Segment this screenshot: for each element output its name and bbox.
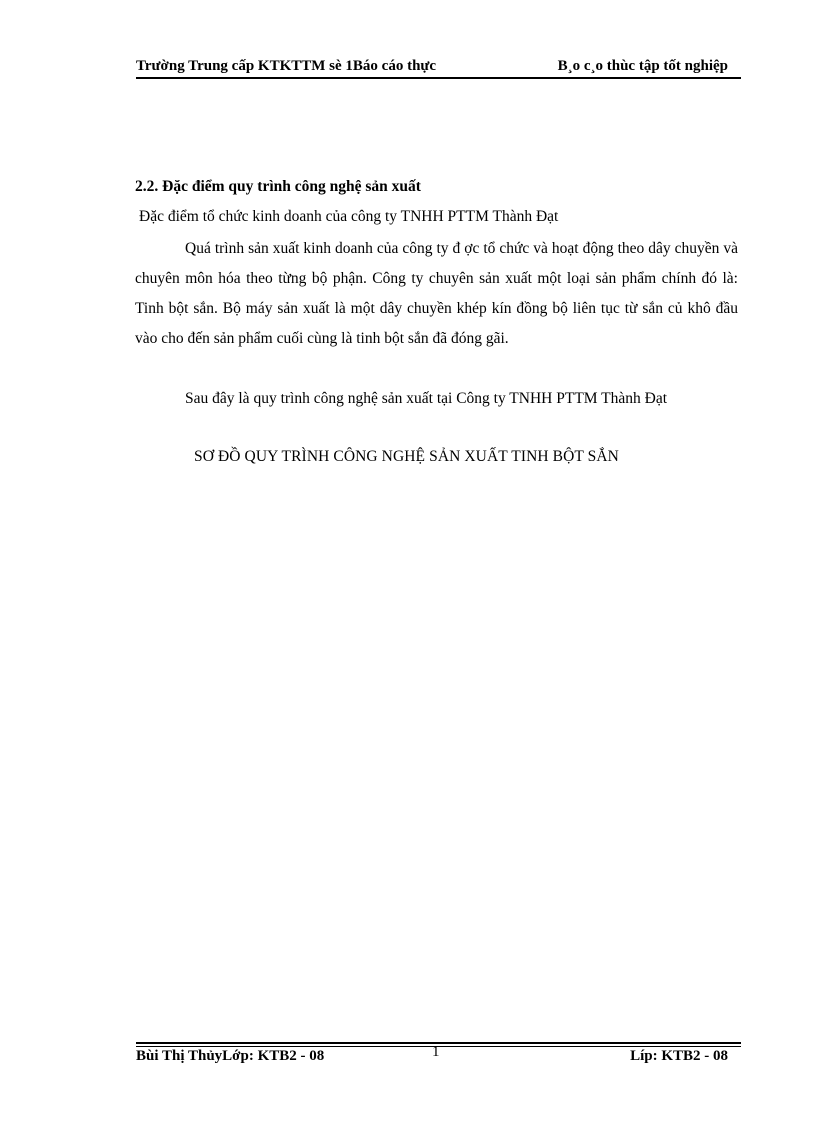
page-number: 1 [432,1044,440,1060]
section-heading: 2.2. Đặc điểm quy trình công nghệ sản xuất [135,178,421,195]
page-header [136,56,740,78]
diagram-caption: SƠ ĐỒ QUY TRÌNH CÔNG NGHỆ SẢN XUẤT TINH BỘT SẮN [194,448,619,465]
header-report-title: B¸o c¸o thùc tập tốt nghiệp [557,58,728,74]
footer-class: Líp: KTB2 - 08 [630,1048,728,1064]
footer-author-class: Bùi Thị ThủyLớp: KTB2 - 08 [136,1048,325,1064]
body-paragraph-production-process: Quá trình sản xuất kinh doanh của công ty đ ợc tổ chức và hoạt động theo dây chuyền và chuyên môn hóa theo từng bộ phận. Công ty chuyên sản xuất một loại sản phẩm chính đó là: Tinh bột sắn. Bộ máy sản xuất là một dây chuyền khép kín đồng bộ liên tục từ sắn củ khô đầu vào cho đến sản phẩm cuối cùng là tinh bột sắn đã đóng gãi. [135,240,738,347]
body-paragraph-intro-diagram: Sau đây là quy trình công nghệ sản xuất tại Công ty TNHH PTTM Thành Đạt [185,390,668,407]
header-divider [136,77,741,79]
section-subheading: Đặc điểm tổ chức kinh doanh của công ty TNHH PTTM Thành Đạt [139,208,559,225]
header-school-name: Trường Trung cấp KTKTTM sè 1Báo cáo thực [136,58,437,74]
